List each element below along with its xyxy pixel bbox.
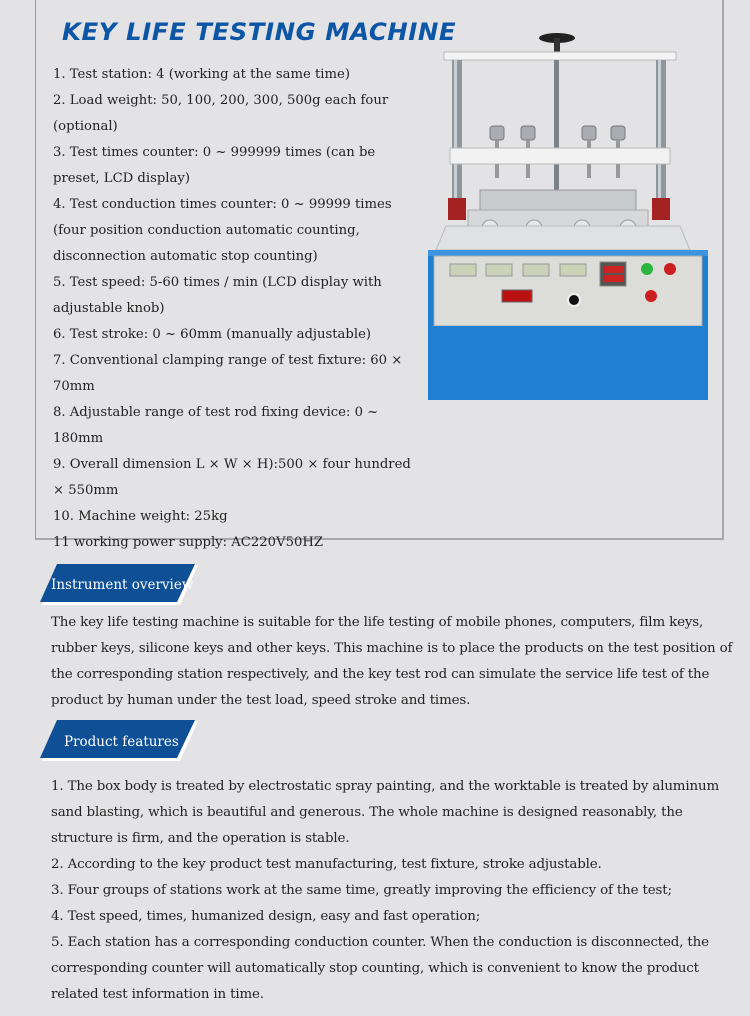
spec-item: 7. Conventional clamping range of test fixture: 60 × 70mm xyxy=(53,353,403,394)
feature-item: 2. According to the key product test manufacturing, test fixture, stroke adjustable. xyxy=(51,857,602,872)
spec-item: 2. Load weight: 50, 100, 200, 300, 500g each four (optional) xyxy=(53,93,389,134)
spec-item: 10. Machine weight: 25kg xyxy=(53,509,228,524)
spec-item: 11 working power supply: AC220V50HZ xyxy=(53,535,324,550)
spec-item: 6. Test stroke: 0 ~ 60mm (manually adjustable) xyxy=(53,327,372,342)
feature-item: 1. The box body is treated by electrostatic spray painting, and the worktable is treated by aluminum sand blasting, which is beautiful and generous. The whole machine is designed reasonably, the structure is firm, and the operation is stable. xyxy=(51,779,719,846)
feature-item: 3. Four groups of stations work at the same time, greatly improving the efficiency of the test; xyxy=(51,883,672,898)
section-heading-label: Product features xyxy=(64,734,179,750)
feature-item: 5. Each station has a corresponding conduction counter. When the conduction is disconnected, the corresponding counter will automatically stop counting, which is convenient to know the product related test information in time. xyxy=(51,935,709,1002)
spec-item: 4. Test conduction times counter: 0 ~ 99999 times (four position conduction automatic counting, disconnection automatic stop counting) xyxy=(53,197,392,264)
machine-photo xyxy=(418,28,718,402)
spec-item: 9. Overall dimension L × W × H):500 × four hundred × 550mm xyxy=(53,457,411,498)
spec-item: 5. Test speed: 5-60 times / min (LCD display with adjustable knob) xyxy=(53,275,382,316)
section-heading-overview xyxy=(40,564,200,604)
spec-item: 3. Test times counter: 0 ~ 999999 times (can be preset, LCD display) xyxy=(53,145,376,186)
spec-item: 8. Adjustable range of test rod fixing device: 0 ~ 180mm xyxy=(53,405,379,446)
features-list xyxy=(51,774,741,1008)
section-heading-label: Instrument overview xyxy=(51,577,194,593)
spec-item: 1. Test station: 4 (working at the same time) xyxy=(53,67,350,82)
spec-list xyxy=(53,62,418,556)
page-title: KEY LIFE TESTING MACHINE xyxy=(62,18,457,46)
feature-item: 4. Test speed, times, humanized design, easy and fast operation; xyxy=(51,909,481,924)
overview-paragraph: The key life testing machine is suitable for the life testing of mobile phones, computers, film keys, rubber keys, silicone keys and other keys. This machine is to place the products on the test position of the corresponding station respectively, and the key test rod can simulate the service life test of the product by human under the test load, speed stroke and times. xyxy=(51,615,733,708)
section-heading-features xyxy=(40,720,200,760)
